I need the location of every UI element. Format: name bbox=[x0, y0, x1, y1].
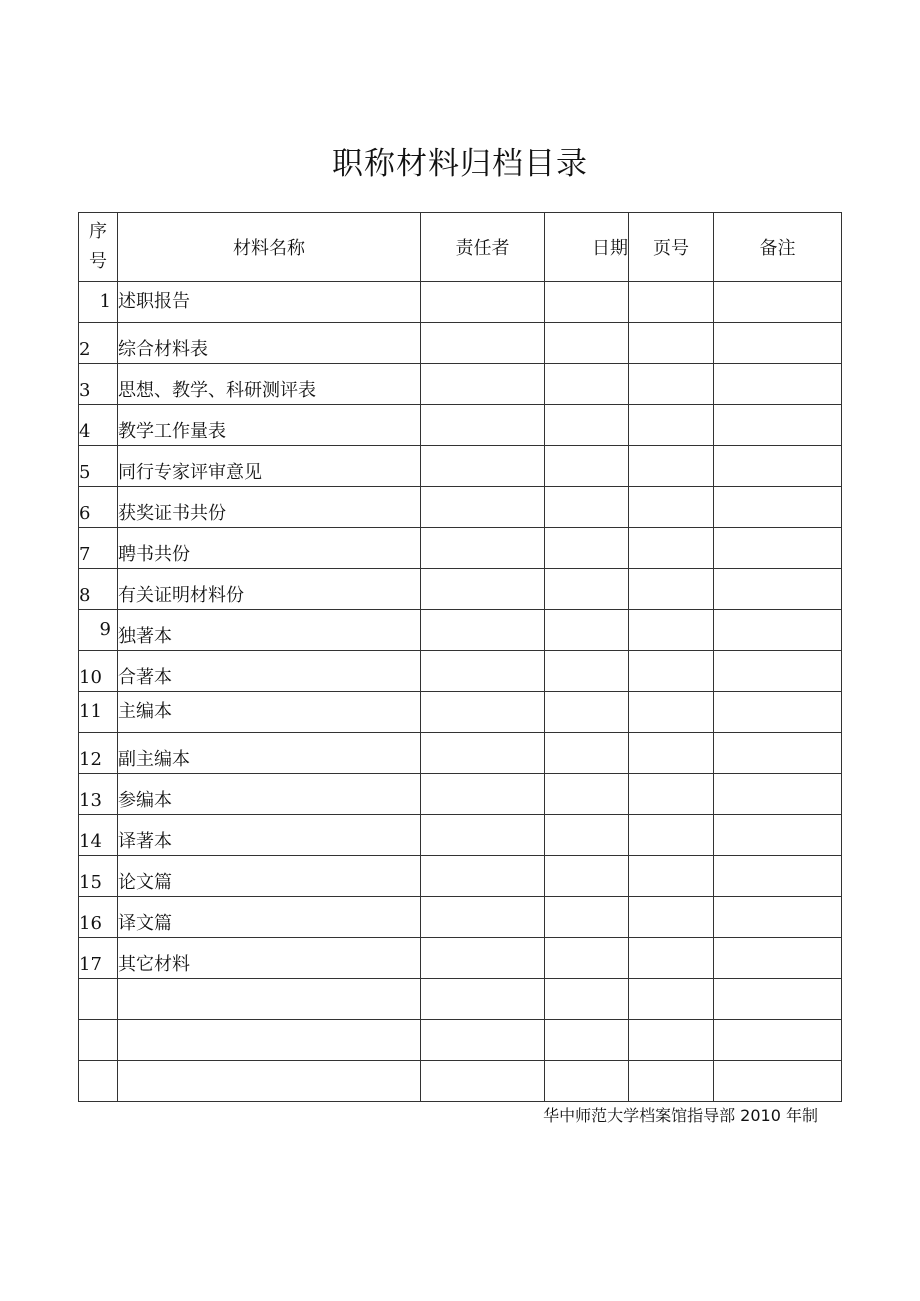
date-cell[interactable] bbox=[545, 774, 629, 815]
responsible-cell[interactable] bbox=[421, 528, 545, 569]
row-number: 12 bbox=[79, 733, 118, 774]
material-name: 同行专家评审意见 bbox=[118, 446, 421, 487]
responsible-cell[interactable] bbox=[421, 1061, 545, 1102]
page-number-cell[interactable] bbox=[629, 405, 714, 446]
header-responsible: 责任者 bbox=[421, 213, 545, 282]
page-number-cell[interactable] bbox=[629, 610, 714, 651]
responsible-cell[interactable] bbox=[421, 446, 545, 487]
page-title: 职称材料归档目录 bbox=[332, 146, 588, 182]
table-row bbox=[79, 774, 842, 815]
responsible-cell[interactable] bbox=[421, 1020, 545, 1061]
header-material-name: 材料名称 bbox=[118, 213, 421, 282]
remarks-cell[interactable] bbox=[714, 446, 842, 487]
responsible-cell[interactable] bbox=[421, 856, 545, 897]
date-cell[interactable] bbox=[545, 733, 629, 774]
row-number: 11 bbox=[79, 692, 118, 733]
date-cell[interactable] bbox=[545, 938, 629, 979]
remarks-cell[interactable] bbox=[714, 282, 842, 323]
material-name: 论文篇 bbox=[118, 856, 421, 897]
page-number-cell[interactable] bbox=[629, 528, 714, 569]
row-number: 10 bbox=[79, 651, 118, 692]
date-cell[interactable] bbox=[545, 323, 629, 364]
header-serial-number bbox=[79, 213, 118, 282]
remarks-cell[interactable] bbox=[714, 405, 842, 446]
table-row bbox=[79, 610, 842, 651]
page-number-cell[interactable] bbox=[629, 774, 714, 815]
table-row bbox=[79, 733, 842, 774]
material-name: 副主编本 bbox=[118, 733, 421, 774]
row-number: 17 bbox=[79, 938, 118, 979]
material-name: 综合材料表 bbox=[118, 323, 421, 364]
row-number: 13 bbox=[79, 774, 118, 815]
responsible-cell[interactable] bbox=[421, 897, 545, 938]
remarks-cell[interactable] bbox=[714, 856, 842, 897]
page-number-cell[interactable] bbox=[629, 815, 714, 856]
responsible-cell[interactable] bbox=[421, 282, 545, 323]
remarks-cell[interactable] bbox=[714, 528, 842, 569]
date-cell[interactable] bbox=[545, 405, 629, 446]
header-date: 日期 bbox=[545, 213, 629, 282]
material-name: 思想、教学、科研测评表 bbox=[118, 364, 421, 405]
row-number: 5 bbox=[79, 446, 118, 487]
date-cell[interactable] bbox=[545, 569, 629, 610]
row-number bbox=[79, 979, 118, 1020]
table-row bbox=[79, 528, 842, 569]
date-cell[interactable] bbox=[545, 897, 629, 938]
material-name: 获奖证书共份 bbox=[118, 487, 421, 528]
responsible-cell[interactable] bbox=[421, 938, 545, 979]
remarks-cell[interactable] bbox=[714, 897, 842, 938]
remarks-cell[interactable] bbox=[714, 323, 842, 364]
date-cell[interactable] bbox=[545, 1061, 629, 1102]
material-name: 其它材料 bbox=[118, 938, 421, 979]
page-number-cell[interactable] bbox=[629, 446, 714, 487]
page-number-cell[interactable] bbox=[629, 282, 714, 323]
row-number: 2 bbox=[79, 323, 118, 364]
material-name: 合著本 bbox=[118, 651, 421, 692]
table-row bbox=[79, 323, 842, 364]
date-cell[interactable] bbox=[545, 815, 629, 856]
row-number: 8 bbox=[79, 569, 118, 610]
page-number-cell[interactable] bbox=[629, 487, 714, 528]
responsible-cell[interactable] bbox=[421, 815, 545, 856]
row-number: 4 bbox=[79, 405, 118, 446]
material-name[interactable] bbox=[118, 979, 421, 1020]
row-number: 1 bbox=[79, 282, 118, 323]
table-row bbox=[79, 856, 842, 897]
row-number: 14 bbox=[79, 815, 118, 856]
remarks-cell[interactable] bbox=[714, 651, 842, 692]
page-number-cell[interactable] bbox=[629, 692, 714, 733]
date-cell[interactable] bbox=[545, 364, 629, 405]
remarks-cell[interactable] bbox=[714, 733, 842, 774]
row-number: 15 bbox=[79, 856, 118, 897]
page-number-cell[interactable] bbox=[629, 651, 714, 692]
table-row bbox=[79, 815, 842, 856]
remarks-cell[interactable] bbox=[714, 815, 842, 856]
remarks-cell[interactable] bbox=[714, 938, 842, 979]
responsible-cell[interactable] bbox=[421, 692, 545, 733]
row-number: 7 bbox=[79, 528, 118, 569]
responsible-cell[interactable] bbox=[421, 979, 545, 1020]
material-name: 述职报告 bbox=[118, 282, 421, 323]
date-cell[interactable] bbox=[545, 487, 629, 528]
page-number-cell[interactable] bbox=[629, 897, 714, 938]
material-name: 译著本 bbox=[118, 815, 421, 856]
row-number: 9 bbox=[79, 610, 118, 651]
table-row bbox=[79, 692, 842, 733]
responsible-cell[interactable] bbox=[421, 364, 545, 405]
date-cell[interactable] bbox=[545, 282, 629, 323]
responsible-cell[interactable] bbox=[421, 774, 545, 815]
responsible-cell[interactable] bbox=[421, 610, 545, 651]
date-cell[interactable] bbox=[545, 1020, 629, 1061]
archive-catalog-table bbox=[78, 212, 842, 1102]
responsible-cell[interactable] bbox=[421, 733, 545, 774]
page-number-cell[interactable] bbox=[629, 733, 714, 774]
issuer-footer: 华中师范大学档案馆指导部 2010 年制 bbox=[543, 1106, 818, 1125]
remarks-cell[interactable] bbox=[714, 569, 842, 610]
table-header-row bbox=[79, 213, 842, 282]
remarks-cell[interactable] bbox=[714, 610, 842, 651]
responsible-cell[interactable] bbox=[421, 323, 545, 364]
page-number-cell[interactable] bbox=[629, 569, 714, 610]
remarks-cell[interactable] bbox=[714, 774, 842, 815]
page-number-cell[interactable] bbox=[629, 856, 714, 897]
row-number: 3 bbox=[79, 364, 118, 405]
page-number-cell[interactable] bbox=[629, 938, 714, 979]
date-cell[interactable] bbox=[545, 528, 629, 569]
table-row bbox=[79, 487, 842, 528]
table-row bbox=[79, 569, 842, 610]
remarks-cell[interactable] bbox=[714, 692, 842, 733]
row-number: 16 bbox=[79, 897, 118, 938]
row-number bbox=[79, 1061, 118, 1102]
date-cell[interactable] bbox=[545, 610, 629, 651]
material-name: 译文篇 bbox=[118, 897, 421, 938]
material-name: 教学工作量表 bbox=[118, 405, 421, 446]
header-serial-line-1: 序 bbox=[89, 221, 107, 242]
material-name: 有关证明材料份 bbox=[118, 569, 421, 610]
header-remarks: 备注 bbox=[714, 213, 842, 282]
responsible-cell[interactable] bbox=[421, 569, 545, 610]
remarks-cell[interactable] bbox=[714, 979, 842, 1020]
table-row bbox=[79, 405, 842, 446]
date-cell[interactable] bbox=[545, 856, 629, 897]
responsible-cell[interactable] bbox=[421, 651, 545, 692]
page-number-cell[interactable] bbox=[629, 323, 714, 364]
table-row bbox=[79, 651, 842, 692]
date-cell[interactable] bbox=[545, 446, 629, 487]
material-name: 参编本 bbox=[118, 774, 421, 815]
date-cell[interactable] bbox=[545, 651, 629, 692]
responsible-cell[interactable] bbox=[421, 405, 545, 446]
material-name[interactable] bbox=[118, 1020, 421, 1061]
header-serial-line-2: 号 bbox=[89, 251, 107, 272]
table-row bbox=[79, 938, 842, 979]
page-number-cell[interactable] bbox=[629, 364, 714, 405]
page-number-cell[interactable] bbox=[629, 979, 714, 1020]
table-row bbox=[79, 979, 842, 1020]
material-name: 独著本 bbox=[118, 610, 421, 651]
date-cell[interactable] bbox=[545, 979, 629, 1020]
remarks-cell[interactable] bbox=[714, 487, 842, 528]
row-number bbox=[79, 1020, 118, 1061]
remarks-cell[interactable] bbox=[714, 1061, 842, 1102]
page-number-cell[interactable] bbox=[629, 1020, 714, 1061]
remarks-cell[interactable] bbox=[714, 364, 842, 405]
table-row bbox=[79, 446, 842, 487]
remarks-cell[interactable] bbox=[714, 1020, 842, 1061]
table-row bbox=[79, 1020, 842, 1061]
material-name: 主编本 bbox=[118, 692, 421, 733]
row-number: 6 bbox=[79, 487, 118, 528]
material-name[interactable] bbox=[118, 1061, 421, 1102]
date-cell[interactable] bbox=[545, 692, 629, 733]
table-row bbox=[79, 897, 842, 938]
table-row bbox=[79, 364, 842, 405]
page-number-cell[interactable] bbox=[629, 1061, 714, 1102]
material-name: 聘书共份 bbox=[118, 528, 421, 569]
header-page-number: 页号 bbox=[629, 213, 714, 282]
responsible-cell[interactable] bbox=[421, 487, 545, 528]
table-row bbox=[79, 1061, 842, 1102]
table-row bbox=[79, 282, 842, 323]
